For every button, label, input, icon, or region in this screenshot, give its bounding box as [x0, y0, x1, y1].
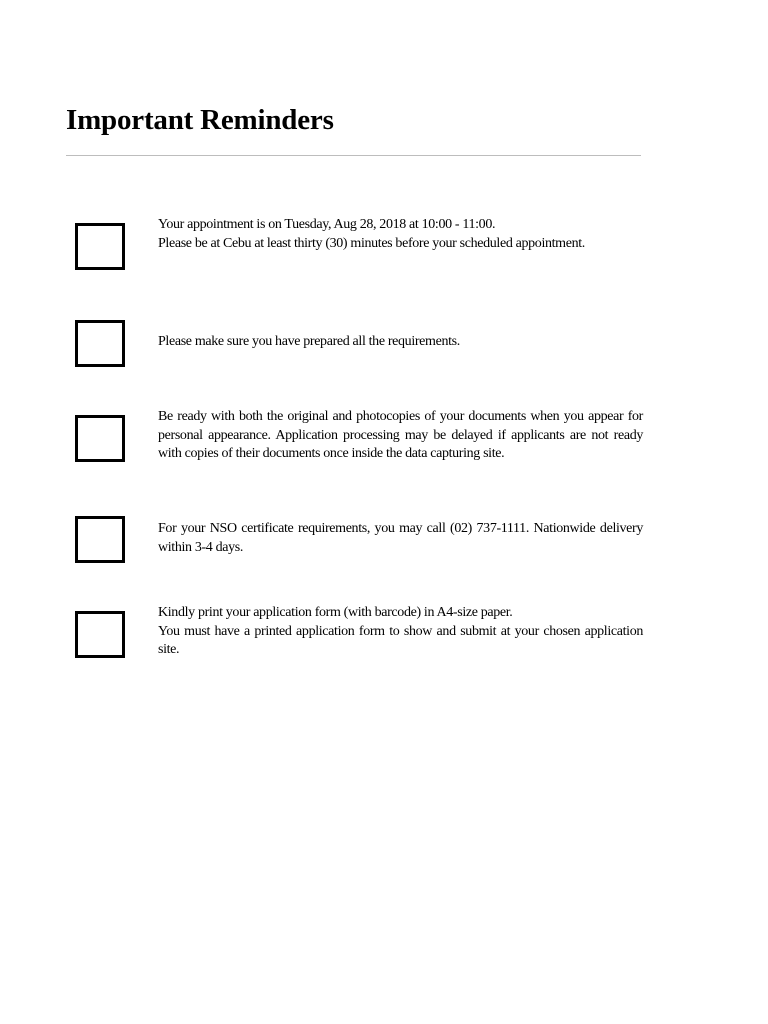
- reminder-text: Please be at Cebu at least thirty (30) minutes before your scheduled appointment.: [158, 235, 585, 251]
- title-divider: [66, 155, 641, 156]
- reminder-nso-certificate: [158, 520, 643, 557]
- reminder-text: Please make sure you have prepared all the requirements.: [158, 334, 460, 349]
- reminder-text: You must have a printed application form to show and submit at your chosen application site.: [158, 623, 643, 657]
- reminder-text: Be ready with both the original and photocopies of your documents when you appear for personal appearance. Application processing may be delayed if applicants are not ready with copies of their documents once inside the data capturing site.: [158, 409, 643, 461]
- reminder-text: Kindly print your application form (with barcode) in A4-size paper.: [158, 605, 513, 620]
- reminder-application-form: [158, 604, 643, 660]
- reminder-appointment: [158, 216, 643, 253]
- reminder-text: For your NSO certificate requirements, you may call (02) 737-1111. Nationwide delivery within 3-4 days.: [158, 521, 643, 555]
- reminder-documents: [158, 408, 643, 464]
- page-title: Important Reminders: [66, 104, 334, 136]
- reminder-checkbox-appointment: [75, 223, 125, 270]
- reminder-text: Your appointment is on Tuesday, Aug 28, 2018 at 10:00 - 11:00.: [158, 217, 496, 232]
- reminder-checkbox-requirements: [75, 320, 125, 367]
- reminder-checkbox-nso-certificate: [75, 516, 125, 563]
- reminder-checkbox-application-form: [75, 611, 125, 658]
- reminder-checkbox-documents: [75, 415, 125, 462]
- reminder-requirements: [158, 333, 643, 352]
